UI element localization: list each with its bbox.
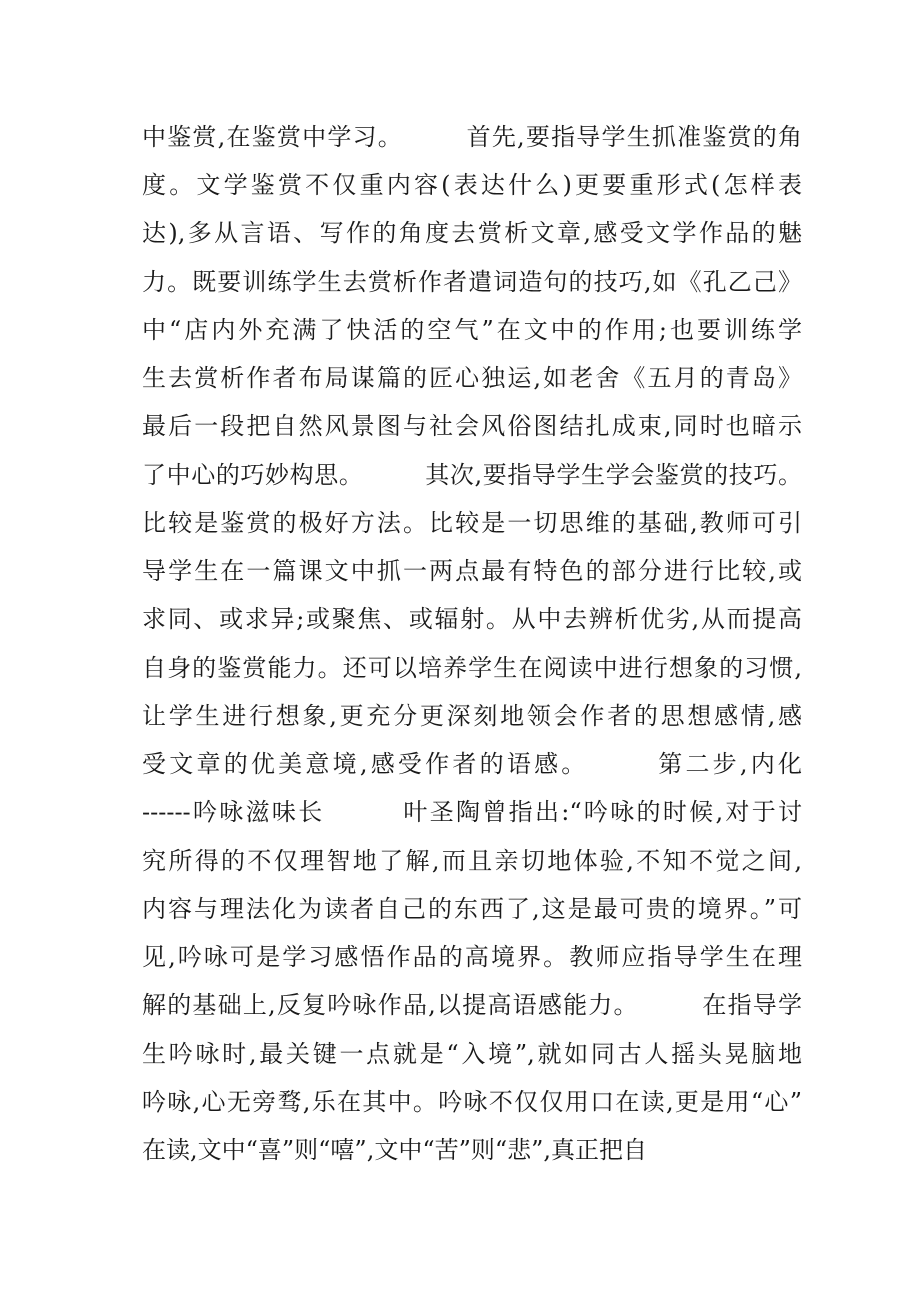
- text-line: 力。既要训练学生去赏析作者遣词造句的技巧,如《孔乙己》: [142, 268, 802, 296]
- text-line: 最后一段把自然风景图与社会风俗图结扎成束,同时也暗示: [142, 412, 802, 440]
- text-line: 中鉴赏,在鉴赏中学习。 首先,要指导学生抓准鉴赏的角: [142, 123, 802, 151]
- text-line: 内容与理法化为读者自己的东西了,这是最可贵的境界。”可: [142, 895, 802, 923]
- text-line: 在读,文中“喜”则“嘻”,文中“苦”则“悲”,真正把自: [142, 1136, 648, 1164]
- text-line: 生去赏析作者布局谋篇的匠心独运,如老舍《五月的青岛》: [142, 364, 802, 392]
- text-line: 比较是鉴赏的极好方法。比较是一切思维的基础,教师可引: [142, 509, 802, 537]
- text-line: 究所得的不仅理智地了解,而且亲切地体验,不知不觉之间,: [142, 847, 802, 875]
- text-line: 导学生在一篇课文中抓一两点最有特色的部分进行比较,或: [142, 557, 802, 585]
- text-line: 解的基础上,反复吟咏作品,以提高语感能力。 在指导学: [142, 991, 802, 1019]
- text-line: 达),多从言语、写作的角度去赏析文章,感受文学作品的魅: [142, 219, 802, 247]
- text-line: 见,吟咏可是学习感悟作品的高境界。教师应指导学生在理: [142, 943, 802, 971]
- text-line: 了中心的巧妙构思。 其次,要指导学生学会鉴赏的技巧。: [142, 461, 802, 489]
- text-line: 自身的鉴赏能力。还可以培养学生在阅读中进行想象的习惯,: [142, 654, 802, 682]
- text-line: 度。文学鉴赏不仅重内容(表达什么)更要重形式(怎样表: [142, 171, 802, 199]
- text-line: 吟咏,心无旁骛,乐在其中。吟咏不仅仅用口在读,更是用“心”: [142, 1088, 802, 1116]
- text-line: 生吟咏时,最关键一点就是“入境”,就如同古人摇头晃脑地: [142, 1040, 802, 1068]
- text-line: 让学生进行想象,更充分更深刻地领会作者的思想感情,感: [142, 702, 802, 730]
- text-line: 中“店内外充满了快活的空气”在文中的作用;也要训练学: [142, 316, 802, 344]
- text-line: ------吟咏滋味长 叶圣陶曾指出:“吟咏的时候,对于讨: [142, 798, 802, 826]
- text-line: 求同、或求异;或聚焦、或辐射。从中去辨析优劣,从而提高: [142, 605, 802, 633]
- text-line: 受文章的优美意境,感受作者的语感。 第二步,内化: [142, 750, 802, 778]
